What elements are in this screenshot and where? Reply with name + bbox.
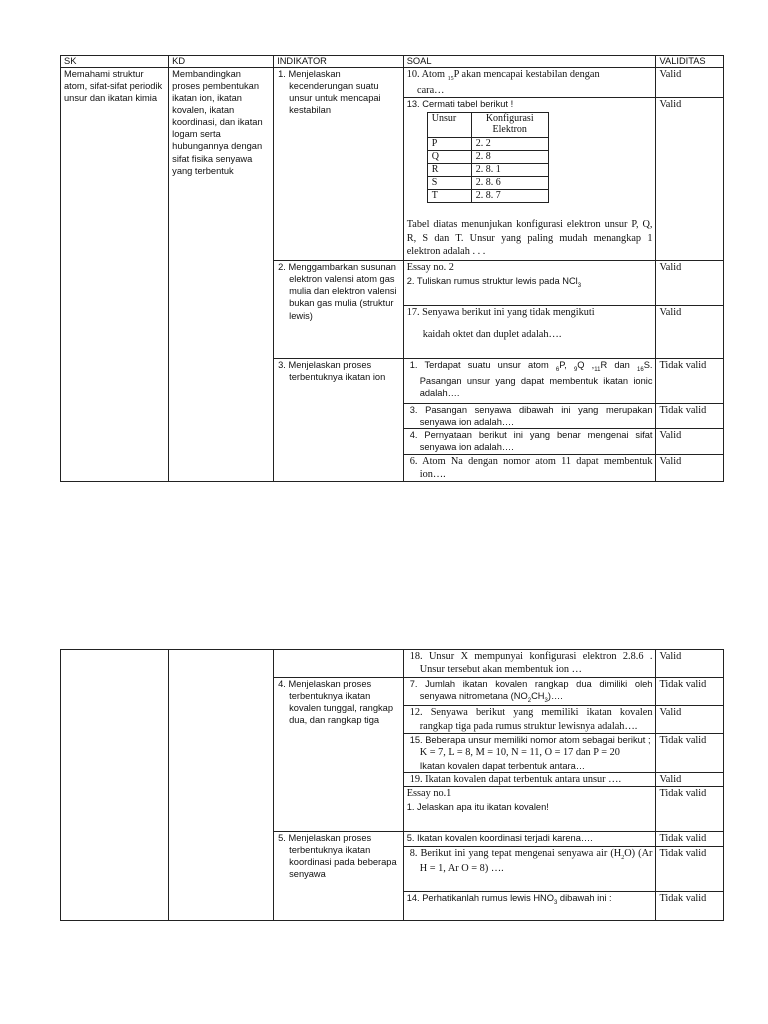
question-14-cell xyxy=(403,891,656,920)
question-8-cell xyxy=(403,846,656,891)
indikator-1-text: 1. Menjelaskan kecenderungan suatu unsur untuk mencapai kestabilan xyxy=(278,69,381,116)
question-6-text: 6. Atom Na dengan nomor atom 11 dapat membentuk ion…. xyxy=(409,455,653,480)
config-element: S xyxy=(427,177,471,190)
essay-2-question: 2. Tuliskan rumus struktur lewis pada NCl$_3$ xyxy=(406,275,582,289)
question-15-prompt: Ikatan kovalen dapat terbentuk antara… xyxy=(419,760,586,771)
indikator-4-cell xyxy=(274,677,404,831)
config-row xyxy=(427,164,548,177)
question-18-text: 18. Unsur X mempunyai konfigurasi elektron 2.8.6 . Unsur tersebut akan membentuk ion … xyxy=(409,651,653,676)
validity-q18: Valid xyxy=(656,650,724,678)
question-4-text: 4. Pernyataan berikut ini yang benar mengenai sifat senyawa ion adalah…. xyxy=(409,430,653,453)
validity-q3: Tidak valid xyxy=(656,404,724,429)
question-19-text: 19. Ikatan kovalen dapat terbentuk antara unsur …. xyxy=(409,773,622,785)
config-row xyxy=(427,151,548,164)
question-5-text: 5. Ikatan kovalen koordinasi terjadi karena…. xyxy=(406,833,593,844)
question-1-text: 1. Terdapat suatu unsur atom $_6$P, $_9$Q $,_{11}R$ dan $_{16}$S. Pasangan unsur yang dapat membentuk ikatan ionic adalah…. xyxy=(409,360,653,398)
header-sk: SK xyxy=(61,56,169,68)
validity-q10: Valid xyxy=(656,68,724,98)
config-row xyxy=(427,190,548,203)
validity-q19: Valid xyxy=(656,772,724,786)
validity-q1: Tidak valid xyxy=(656,359,724,404)
config-value: 2. 8. 6 xyxy=(471,177,548,190)
question-14-text: 14. Perhatikanlah rumus lewis $HNO_3$ dibawah ini : xyxy=(406,892,612,906)
essay-2-title: Essay no. 2 xyxy=(406,262,454,274)
electron-configuration-table xyxy=(427,112,549,203)
question-3-text: 3. Pasangan senyawa dibawah ini yang merupakan senyawa ion adalah…. xyxy=(409,405,653,428)
validity-essay-1: Tidak valid xyxy=(656,787,724,832)
question-12-cell xyxy=(403,706,656,734)
instrument-validity-table-part-1 xyxy=(60,55,724,482)
config-table-header xyxy=(427,113,548,138)
kd-cell: Membandingkan proses pembentukan ikatan ion, ikatan kovalen, ikatan koordinasi, dan ikatan logam serta hubungannya dengan sifat fisika senyawa yang terbentuk xyxy=(169,68,274,482)
question-13-cell xyxy=(403,98,656,261)
indikator-3-cell-continued xyxy=(274,650,404,678)
indikator-3-cell xyxy=(274,359,404,482)
validity-q4: Valid xyxy=(656,429,724,454)
essay-1-title: Essay no.1 xyxy=(406,788,452,800)
validity-q8: Tidak valid xyxy=(656,846,724,891)
validity-q14: Tidak valid xyxy=(656,891,724,920)
sk-cell: Memahami struktur atom, sifat-sifat periodik unsur dan ikatan kimia xyxy=(61,68,169,482)
question-8-text: 8. Berikut ini yang tepat mengenai senyawa air $(H_2O)$ (Ar H = 1, Ar O = 8) …. xyxy=(409,847,653,875)
validity-essay-2: Valid xyxy=(656,261,724,306)
question-7-text: 7. Jumlah ikatan kovalen rangkap dua dimiliki oleh senyawa nitrometana $(NO_2CH_3)\dots$. xyxy=(409,678,653,704)
validity-q17: Valid xyxy=(656,306,724,359)
table-row xyxy=(61,68,724,98)
validity-q15: Tidak valid xyxy=(656,734,724,773)
question-12-text: 12. Senyawa berikut yang memiliki ikatan kovalen rangkap tiga pada rumus struktur lewisnya adalah…. xyxy=(409,707,653,732)
question-17-text: 17. Senyawa berikut ini yang tidak mengikuti kaidah oktet dan duplet adalah…. xyxy=(406,307,595,340)
question-19-cell xyxy=(403,772,656,786)
essay-1-cell xyxy=(403,787,656,832)
config-value: 2. 2 xyxy=(471,138,548,151)
indikator-2-text: 2. Menggambarkan susunan elektron valensi atom gas mulia dan elektron valensi bukan gas mulia (struktur lewis) xyxy=(278,262,397,321)
indikator-3-text: 3. Menjelaskan proses terbentuknya ikatan ion xyxy=(278,360,386,383)
validity-q7: Tidak valid xyxy=(656,677,724,706)
essay-2-cell xyxy=(403,261,656,306)
validity-q6: Valid xyxy=(656,454,724,482)
header-indikator: INDIKATOR xyxy=(274,56,404,68)
config-element: P xyxy=(427,138,471,151)
question-10-text: 10. Atom $_{15}$P akan mencapai kestabilan dengan cara… xyxy=(406,69,600,96)
indikator-5-cell xyxy=(274,832,404,920)
config-value: 2. 8. 7 xyxy=(471,190,548,203)
question-15-intro: 15. Beberapa unsur memiliki nomor atom sebagai berikut ; xyxy=(409,735,651,746)
question-7-cell xyxy=(403,677,656,706)
config-col-konfigurasi: Konfigurasi Elektron xyxy=(471,113,548,138)
config-col-unsur: Unsur xyxy=(427,113,471,138)
validity-q12: Valid xyxy=(656,706,724,734)
question-13-intro: 13. Cermati tabel berikut ! xyxy=(406,99,514,110)
question-5-cell xyxy=(403,832,656,846)
config-row xyxy=(427,177,548,190)
sk-cell-continued xyxy=(61,650,169,921)
question-10-cell xyxy=(403,68,656,98)
question-4-cell xyxy=(403,429,656,454)
question-18-cell xyxy=(403,650,656,678)
question-17-cell xyxy=(403,306,656,359)
header-validitas: VALIDITAS xyxy=(656,56,724,68)
question-15-cell xyxy=(403,734,656,773)
question-1-cell xyxy=(403,359,656,404)
indikator-4-text: 4. Menjelaskan proses terbentuknya ikatan kovalen tunggal, rangkap dua, dan rangkap tiga xyxy=(278,678,394,725)
indikator-1-cell xyxy=(274,68,404,261)
table-header-row xyxy=(61,56,724,68)
instrument-validity-table-part-2 xyxy=(60,649,724,921)
config-element: T xyxy=(427,190,471,203)
indikator-5-text: 5. Menjelaskan proses terbentuknya ikatan koordinasi pada beberapa senyawa xyxy=(278,833,397,880)
essay-1-question: 1. Jelaskan apa itu ikatan kovalen! xyxy=(406,801,549,812)
question-15-values: K = 7, L = 8, M = 10, N = 11, O = 17 dan P = 20 xyxy=(419,747,620,759)
config-element: Q xyxy=(427,151,471,164)
config-row xyxy=(427,138,548,151)
validity-q5: Tidak valid xyxy=(656,832,724,846)
config-value: 2. 8 xyxy=(471,151,548,164)
table-row xyxy=(61,650,724,678)
indikator-2-cell xyxy=(274,261,404,359)
question-13-text: Tabel diatas menunjukan konfigurasi elektron unsur P, Q, R, S dan T. Unsur yang paling mudah menangkap 1 elektron adalah . . . xyxy=(406,219,653,258)
question-3-cell xyxy=(403,404,656,429)
validity-q13: Valid xyxy=(656,98,724,261)
kd-cell-continued xyxy=(169,650,274,921)
header-kd: KD xyxy=(169,56,274,68)
config-element: R xyxy=(427,164,471,177)
config-value: 2. 8. 1 xyxy=(471,164,548,177)
header-soal: SOAL xyxy=(403,56,656,68)
question-6-cell xyxy=(403,454,656,482)
